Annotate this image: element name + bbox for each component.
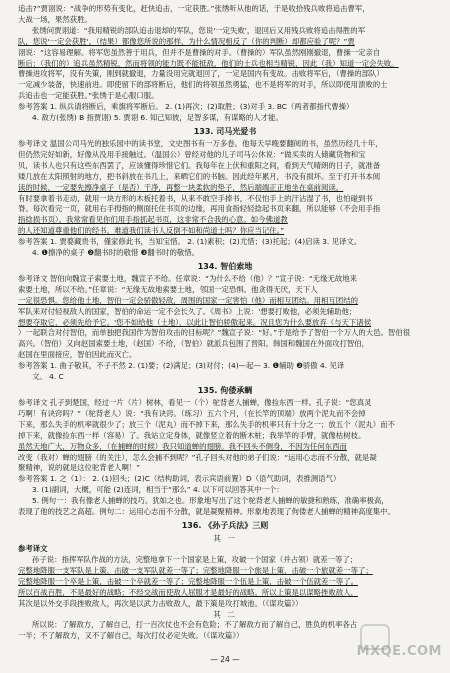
text-line: 一定很恐惧。您给他土地，智伯一定会骄傲轻敌，周围的国家一定害怕（他）而相互团结。用相互团结的 [18, 295, 358, 305]
text-line: 下来，那么失手的机率就很少了；放三个（泥丸）而不掉下来，那么失手的机率只有十分之一；放五个（泥丸）而不 [18, 419, 395, 429]
answer-line: 4. ❶擦净的桌子 ❷翻书时的敬惜 ❸翻书时的敬惜。 [32, 248, 200, 258]
text-line: 聚精神，说的就是这位驼背老人啊！” [18, 463, 141, 473]
text-line: 追击?”贾诩说：“战争的形势有变化，赶快追击，一定获胜。”张绣听从他的话，于是收拾残兵败将追击曹军， [18, 4, 370, 13]
watermark: MXQE.COM [356, 644, 442, 659]
text-line: 的人还知道尊重他们的经书，难道我们读书人反倒不如和尚道士吗？你应当记住。” [18, 226, 285, 236]
text-line: 参考译文 温国公司马光的独乐园中的读书堂，文史图书有一万多卷。他每天早晚要翻阅的书，虽然历经几十年， [18, 138, 383, 148]
text-line: 参考译文 孔子到楚国，经过一片（片）树林，看见一（个）驼背老人捕蝉，像捡东西一样。孔子说：“您真灵 [18, 398, 372, 407]
subheading-two: 其 二 [213, 610, 237, 620]
answer-line: 4. 敌方(张绣) B 指贾诩) 5. 贾诩 6. 知己知彼，足智多谋，有谋略的人才能。 [32, 113, 283, 123]
text-line: 队，您说'一定会获胜'。（结果）都像您所说的那样，为什么情况相反了（你的判断）却都应验了呢？”贾 [18, 36, 355, 46]
text-line: 改变（我对）蝉的翅膀（的关注），怎么会捕不到呢？”孔子回头对他的弟子们说：“运用心志而不分散，就是凝 [18, 452, 377, 462]
text-line: 有时要拿着书走动，就用一块方形的木板托着书，从来不敢空手捧书，不仅怕手上的汗沾湿了书，也怕碰到书 [18, 193, 373, 203]
page-number: — 24 — [210, 655, 240, 664]
text-line: 所以说：了解敌方，了解自己，打一百次仗也不会有危险；不了解敌方而了解自己，胜负的机率各占 [32, 620, 358, 630]
text-line: 虽然天地广大，万物众多，（在捕蝉的时候）我只知道蝉的翅膀。我不回头不侧身，不因为任何东西而 [18, 441, 347, 451]
answer-line: 表现了他的技艺之高超。例句二：运用心志而不分散，就是凝聚精神。形象地表现了佝偻老人捕蝉的精神高度集中。 [18, 507, 395, 517]
text-line: 矮几放在太阳照射的地方，把书斜放在书几上，来晒它们的书脑。因此经年累月，书没有损坏。至于打开书本阅 [18, 171, 381, 181]
text-line: 脊。每次看完一页，就用右手拇指的侧面托住书页的边缘，再用食指轻轻捻起书页来翻，所以能够（不会用手指 [18, 204, 381, 214]
section-title-134: 134. 智伯索地 [197, 261, 253, 271]
text-line: 参考译文 智伯向魏宣子索要土地，魏宣子不给。任章说：“为什么不给（他）？”宣子说：“无缘无故地来 [18, 273, 358, 283]
text-line: 贝，读书人也只有这些东西罢了，应该懂得珍惜它们。我每年在上伏和重阳之间，看到天气晴朗的日子，就准备 [18, 160, 381, 170]
subheading-one: 其 一 [213, 533, 237, 543]
text-line: 军队来对付轻视敌人的国家，智伯的命运一定不会长久了。《周书》上说：'想要打败他，必须先辅助他； [18, 306, 357, 316]
text-line: 完整地降服一个卒是上策，击破一个卒就差一等了；完整地降服一个伍是上策，击破一个伍就差一等了。 [18, 576, 358, 586]
answer-line: 文。 4. C [32, 372, 64, 382]
text-line: 所以百战百胜，不是最好的战略；不经交战而使敌人屈服才是最好的战略。所以上策是以谋略挫败敌人， [18, 587, 358, 597]
text-line: 掉下来，就像捡东西一样（容易）了。我站立定身体，就像竖立着的断木桩；我举竿的手臂，就像枯树枝。 [18, 430, 366, 440]
text-line: 索要土地，所以不给。”任章说：“无缘无故地索要土地，邻国一定恐惧。他贪得无厌，天下人 [18, 284, 318, 294]
text-line: 张绣问贾诩道：“我用精锐的部队追击退却的军队，您说'一定失败'，退回后又用残兵败将追击得胜的军 [32, 25, 366, 35]
answer-line: 参考答案 1. 纵兵请将断后，乘旗将军断后。 2. (1)再次；(2)取胜；(3)对手 3. BC（两者都指代曹操） [18, 102, 354, 112]
text-line: 赵国在里面接应，智伯因此而灭亡。 [18, 350, 137, 360]
text-line: 一定减少装备，快速前进。即使留下的部将断后，他们的将领虽然勇猛，也不是将军的对手，所以即使用溃败的士 [18, 80, 388, 90]
text-line: 读的时候，一定要先擦净桌子（是否）干净，再整一块柔软的垫子，然后端端正正地坐在桌前阅读。 [18, 182, 344, 192]
text-line: 一半；不了解敌方，又不了解自己，每次打仗必定失败。（《谋攻篇》） [18, 631, 244, 641]
answer-line: 参考答案 1. 贾婺藏贵书，僅家修此书，当知宝惜。 2. (1)素积；(2)尤惜；(3)托起；(4)启读 3. 见译文。 [18, 237, 362, 247]
text-line: 大战一场，果然获胜。 [18, 14, 92, 24]
text-line: 但仍然完好如新，好像从没用手接触过。（温国公）曾经对他的儿子司马公休说：“做买卖的人储藏货物和宝 [18, 149, 366, 159]
text-line: 指捻损书页）。我常常看见你们用手指抓起书页，这非常不合我的心意。如今佛道教 [18, 215, 288, 225]
text-line: 兵追击也一定能获胜。”张绣于是心服口服。 [18, 91, 159, 101]
text-line: 诩说：“这容易理解。将军您虽然善于用兵，但并不是曹操的对手。（曹操的）军队虽然刚刚撤退，曹操一定亲自 [18, 47, 381, 57]
section-title-133: 133. 司马光爱书 [193, 126, 257, 136]
section-title-135: 135. 佝偻承蜩 [197, 386, 253, 395]
answer-line: 参考答案 1. 曲子敬其，不子不然 2. (1)要；(2)满足；(3)对付；(4)—起— 3. ❶辅助 ❷骄傲 4. 见译 [18, 361, 345, 371]
translation-label: 参考译文 [18, 543, 48, 553]
answer-line: 3. (1)副词，大概，可能 (2)连词，相当于“那么” 4. 以下可以回答其中一个： [32, 485, 284, 495]
text-line: 孙子说：指挥军队作战的方法，完整地拿下一个国家是上策，攻破一个国家（并占领）就差一等了； [32, 554, 358, 564]
text-line: 巧啊！有诀窍吗？”（驼背老人）说：“我有诀窍。（练习）五六个月，（在长竿的顶端）放两个泥丸而不会掉 [18, 408, 366, 418]
answer-line: 5. 例句一：我有像老人捕蝉的技巧。犹如之也。形象地写出了这个驼背老人捕蝉的敏捷和熟练，准确率极高， [32, 496, 389, 506]
text-line: 其次是以外交手段挫败敌人，再次是以武力击败敌人，最下策是攻打城池。（《谋攻篇》） [18, 598, 303, 608]
answer-line: 参考答案 1. 之（1）： 2. (1)回头；(2)C（结构助词，表示宾语前置）D（语气助词，表推测语气） [18, 474, 341, 484]
section-title-136: 136. 《孙子兵法》三则 [181, 520, 269, 530]
text-line: 完整地降服一支军队是上策，击破一支军队就差一等了；完整地降服一个旅是上策，击破一个旅就差一等了； [18, 565, 373, 575]
text-line: 想要夺取它，必须先给予它。'您不如给他（土地），以此让智伯骄傲起来。况且您为什么要放弃（与天下诸侯 [18, 317, 372, 327]
text-line: 高兴。（智伯）又向赵国索要土地，（赵国）不给，（智伯）就派兵包围了晋阳。韩国和魏国在外面攻打智伯， [18, 339, 370, 349]
text-line: ）一起联合对付智伯，而单独把我国作为智伯攻击的目标呢？”魏宣子说：“好。”于是给予了智伯一个万人的大邑。智伯很 [18, 328, 411, 338]
text-line: 断后；（我们的）追兵虽然精锐，然而将领的能力既不能抵敌，他们的士兵也相当精锐，因此（我）知道一定会失败。 [18, 58, 399, 68]
text-line: 曹操进攻将军，没有失策，刚到就撤退，力量没用完就退回了，一定是国内有变故。击败将军后，（曹操的部队） [18, 69, 384, 79]
